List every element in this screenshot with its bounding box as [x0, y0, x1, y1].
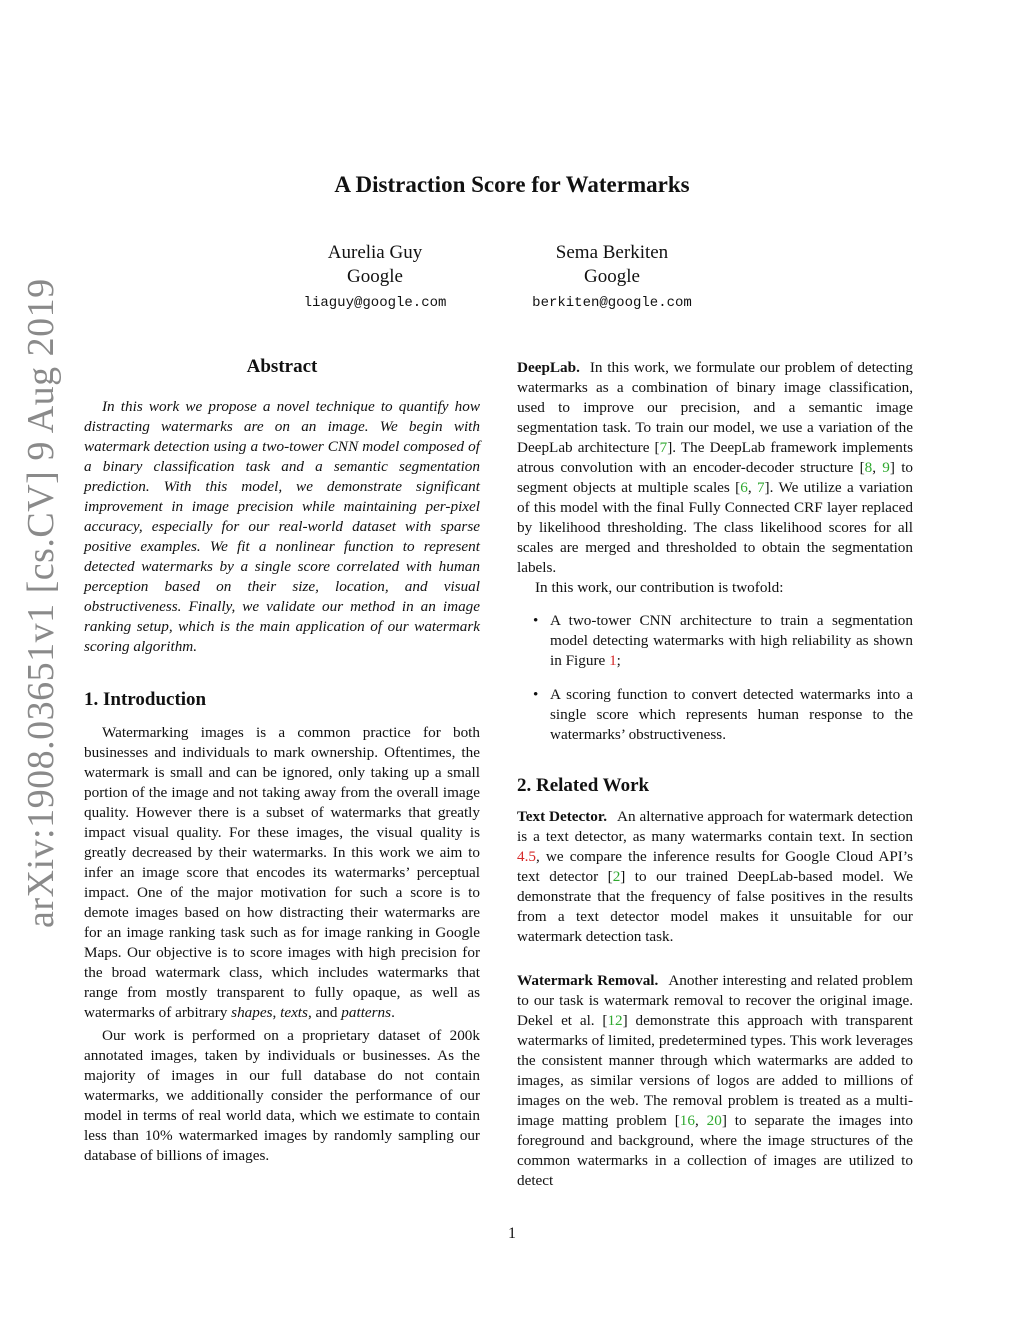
abstract-heading: Abstract	[246, 356, 318, 377]
abstract-text: In this work we propose a novel technique to quantify how distracting watermarks are on an image. We begin with watermark detection using a two-tower CNN model composed of a binary classification task and a semantic segmentation prediction. With this model, we demonstrate significant improvement in image precision while maintaining per-pixel accuracy, especially for our real-world dataset with sparse positive examples. We fit a nonlinear function to represent detected watermarks by a single score correlated with human perception based on their size, location, and visual obstructiveness. Finally, we validate our method in an image ranking setup, which is the main application of our watermark scoring algorithm.	[84, 398, 480, 655]
page-number: 1	[508, 1225, 516, 1242]
emph-texts: texts	[280, 1004, 308, 1021]
abstract-body	[84, 397, 480, 657]
author-email: berkiten@google.com	[532, 295, 692, 311]
citation-link[interactable]: 16	[679, 1112, 695, 1129]
intro-paragraph-1: Watermarking images is a common practice for both businesses and individuals to mark ownership. Oftentimes, the watermark is small and can be ignored, only taking up a small portion of the image and not taking away from the overall image quality. However there is a subset of watermarks that greatly impact visual quality. For these images, the visual quality is greatly decreased by their watermarks. In this work we aim to infer an image score that encodes its watermarks’ perceptual impact. One of the major motivation for such a score is to demote images based on how distracting their watermarks are for an image ranking task such as for image ranking in Google Maps. Our objective is to score images with high precision for the broad watermark class, which includes watermarks that range from mostly transparent to fully opaque, as well as watermarks of arbitrary shapes, texts, and patterns.	[84, 724, 480, 1021]
bullet-icon: •	[533, 686, 539, 703]
citation-link[interactable]: 20	[706, 1112, 722, 1129]
paragraph-heading-watermark-removal: Watermark Removal.	[517, 972, 659, 989]
paragraph-heading-text-detector: Text Detector.	[517, 808, 608, 825]
contribution-intro: In this work, our contribution is twofold:	[535, 579, 784, 596]
contribution-list	[517, 611, 913, 745]
right-column	[517, 358, 913, 1191]
list-item: • A two-tower CNN architecture to train a segmentation model detecting watermarks with high reliability as shown in Figure 1;	[533, 612, 913, 669]
intro-paragraph-2: Our work is performed on a proprietary dataset of 200k annotated images, taken by individuals or businesses. As the majority of images in our full database do not contain watermarks, we additionally consider the performance of our model in terms of real world data, which we estimate to contain less than 10% watermarked images by randomly sampling our database of billions of images.	[84, 1027, 480, 1164]
section-heading-introduction: 1. Introduction	[84, 689, 207, 710]
citation-link[interactable]: 9	[882, 459, 890, 476]
citation-link[interactable]: 12	[607, 1012, 623, 1029]
author-name: Aurelia Guy	[327, 242, 423, 263]
citation-link[interactable]: 8	[864, 459, 873, 476]
author-block	[482, 241, 742, 315]
author-affiliation: Google	[347, 266, 403, 287]
paragraph-heading-deeplab: DeepLab.	[517, 359, 580, 376]
text-detector-paragraph: Text Detector. An alternative approach for watermark detection is a text detector, as many watermarks contain text. In section 4.5, we compare the inference results for Google Cloud API’s text detector [2] to our trained DeepLab-based model. We demonstrate that the frequency of false positives in the results from a text detector model makes it unsuitable for our watermark detection task.	[517, 808, 914, 945]
emph-patterns: patterns	[341, 1004, 392, 1021]
author-affiliation: Google	[584, 266, 640, 287]
emph-shapes: shapes	[231, 1004, 273, 1021]
figure-link[interactable]: 1	[609, 652, 617, 669]
citation-link[interactable]: 7	[756, 479, 765, 496]
author-email: liaguy@google.com	[303, 295, 447, 311]
section-link[interactable]: 4.5	[517, 848, 536, 865]
section-heading-related-work: 2. Related Work	[517, 775, 650, 796]
author-name: Sema Berkiten	[555, 242, 669, 263]
watermark-removal-paragraph: Watermark Removal. Another interesting and related problem to our task is watermark removal to recover the original image. Dekel et al. [12] demonstrate this approach with transparent watermarks of limited, predetermined types. This work leverages the consistent manner through which watermarks are added to images, as similar versions of logos are added to millions of images on the web. The removal problem is treated as a multi-image matting problem [16, 20] to separate the images into foreground and background, where the image structures of the common watermarks in a collection of images are utilized to detect	[517, 972, 913, 1189]
author-block	[245, 241, 505, 315]
citation-link[interactable]: 6	[740, 479, 748, 496]
bullet-icon: •	[533, 612, 539, 629]
deeplab-paragraph: DeepLab. In this work, we formulate our problem of detecting watermarks as a combination of binary image classification, used to improve our precision, and a semantic image segmentation task. To train our model, we use a variation of the DeepLab architecture [7]. The DeepLab framework implements atrous convolution with an encoder-decoder structure [8, 9] to segment objects at multiple scales [6, 7]. We utilize a variation of this model with the final Fully Connected CRF layer replaced by likelihood thresholding. The class likelihood scores for all scales are merged and thresholded to obtain the segmentation labels.	[517, 359, 914, 576]
citation-link[interactable]: 2	[612, 868, 621, 885]
citation-link[interactable]: 7	[659, 439, 668, 456]
left-column	[84, 355, 480, 1166]
arxiv-stamp: arXiv:1908.03651v1 [cs.CV] 9 Aug 2019	[20, 278, 62, 928]
list-item: • A scoring function to convert detected watermarks into a single score which represents human response to the watermarks’ obstructiveness.	[533, 686, 913, 743]
paper-title: A Distraction Score for Watermarks	[334, 172, 690, 197]
